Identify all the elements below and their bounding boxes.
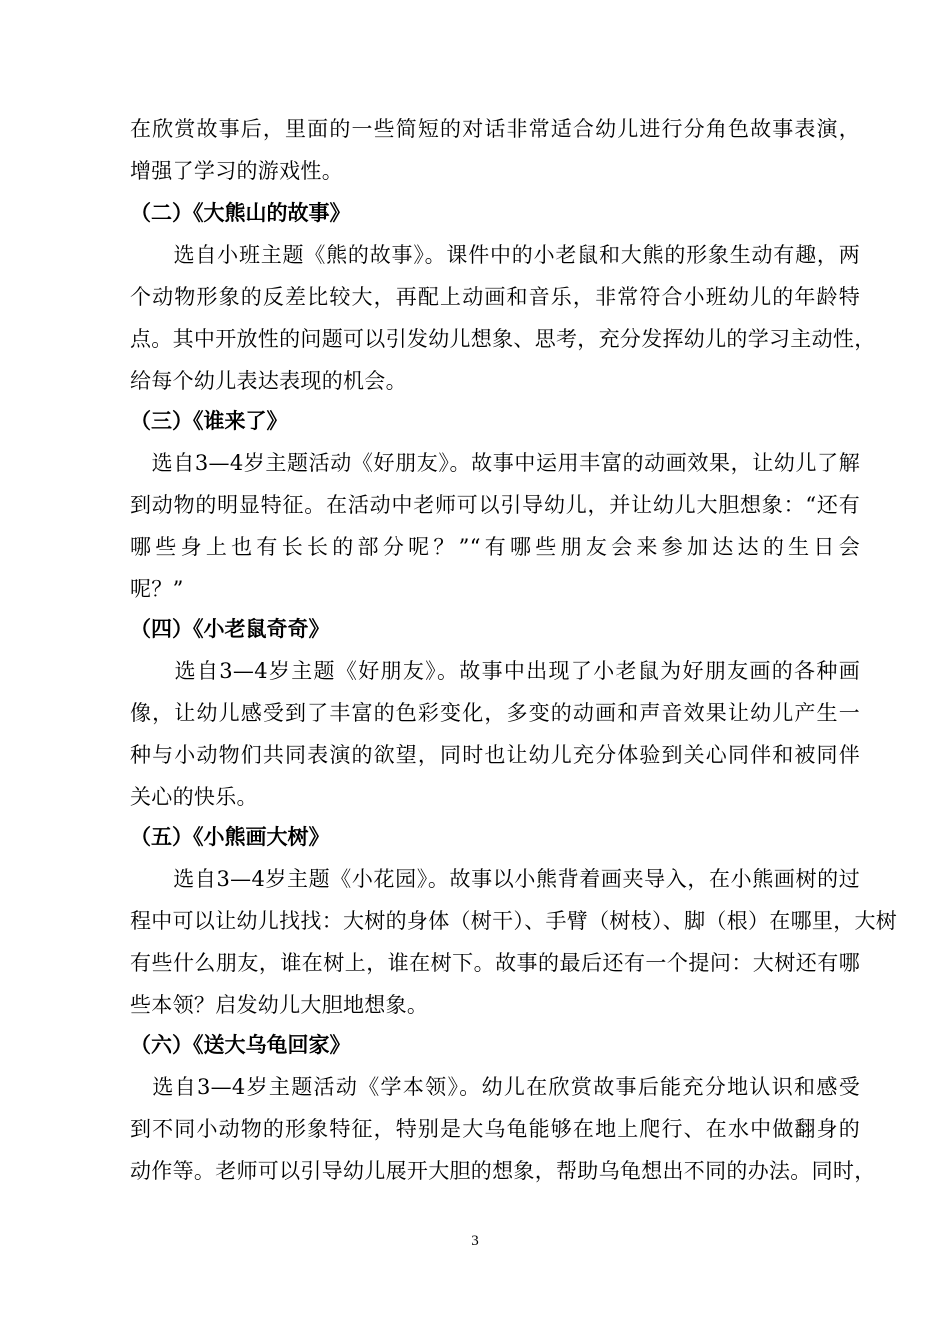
section-3-line-1: 选自3—4岁主题活动《好朋友》。故事中运用丰富的动画效果，让幼儿了解 bbox=[130, 451, 860, 475]
section-4-line-4: 关心的快乐。 bbox=[130, 785, 258, 809]
intro-line-1: 在欣赏故事后，里面的一些简短的对话非常适合幼儿进行分角色故事表演， bbox=[130, 117, 860, 141]
section-heading-2: （二）《大熊山的故事》 bbox=[130, 200, 351, 225]
section-5-line-2: 程中可以让幼儿找找：大树的身体（树干）、手臂（树枝）、脚（根）在哪里，大树 bbox=[130, 909, 898, 933]
section-4-line-3: 种与小动物们共同表演的欲望，同时也让幼儿充分体验到关心同伴和被同伴 bbox=[130, 743, 860, 767]
section-5-line-3: 有些什么朋友，谁在树上，谁在树下。故事的最后还有一个提问：大树还有哪 bbox=[130, 951, 860, 975]
section-3-line-2: 到动物的明显特征。在活动中老师可以引导幼儿，并让幼儿大胆想象：“还有 bbox=[130, 493, 860, 517]
section-heading-6: （六）《送大乌龟回家》 bbox=[130, 1032, 351, 1057]
section-4-line-2: 像，让幼儿感受到了丰富的色彩变化，多变的动画和声音效果让幼儿产生一 bbox=[130, 701, 860, 725]
page-number: 3 bbox=[471, 1233, 479, 1249]
section-2-line-4: 给每个幼儿表达表现的机会。 bbox=[130, 369, 407, 393]
section-heading-3: （三）《谁来了》 bbox=[130, 408, 288, 433]
section-3-line-4: 呢？” bbox=[130, 577, 184, 601]
section-5-line-4: 些本领？启发幼儿大胆地想象。 bbox=[130, 993, 429, 1017]
section-6-line-2: 到不同小动物的形象特征，特别是大乌龟能够在地上爬行、在水中做翻身的 bbox=[130, 1117, 860, 1141]
section-heading-4: （四）《小老鼠奇奇》 bbox=[130, 616, 330, 641]
intro-line-2: 增强了学习的游戏性。 bbox=[130, 159, 343, 183]
section-4-line-1: 选自3—4岁主题《好朋友》。故事中出现了小老鼠为好朋友画的各种画 bbox=[130, 659, 860, 683]
section-3-line-3: 哪些身上也有长长的部分呢？”“有哪些朋友会来参加达达的生日会 bbox=[130, 535, 860, 559]
section-2-line-1: 选自小班主题《熊的故事》。课件中的小老鼠和大熊的形象生动有趣，两 bbox=[130, 243, 860, 267]
section-heading-5: （五）《小熊画大树》 bbox=[130, 824, 330, 849]
section-2-line-2: 个动物形象的反差比较大，再配上动画和音乐，非常符合小班幼儿的年龄特 bbox=[130, 285, 860, 309]
section-6-line-3: 动作等。老师可以引导幼儿展开大胆的想象，帮助乌龟想出不同的办法。同时， bbox=[130, 1159, 876, 1183]
section-6-line-1: 选自3—4岁主题活动《学本领》。幼儿在欣赏故事后能充分地认识和感受 bbox=[130, 1075, 860, 1099]
section-2-line-3: 点。其中开放性的问题可以引发幼儿想象、思考，充分发挥幼儿的学习主动性， bbox=[130, 327, 876, 351]
section-5-line-1: 选自3—4岁主题《小花园》。故事以小熊背着画夹导入，在小熊画树的过 bbox=[130, 867, 860, 891]
